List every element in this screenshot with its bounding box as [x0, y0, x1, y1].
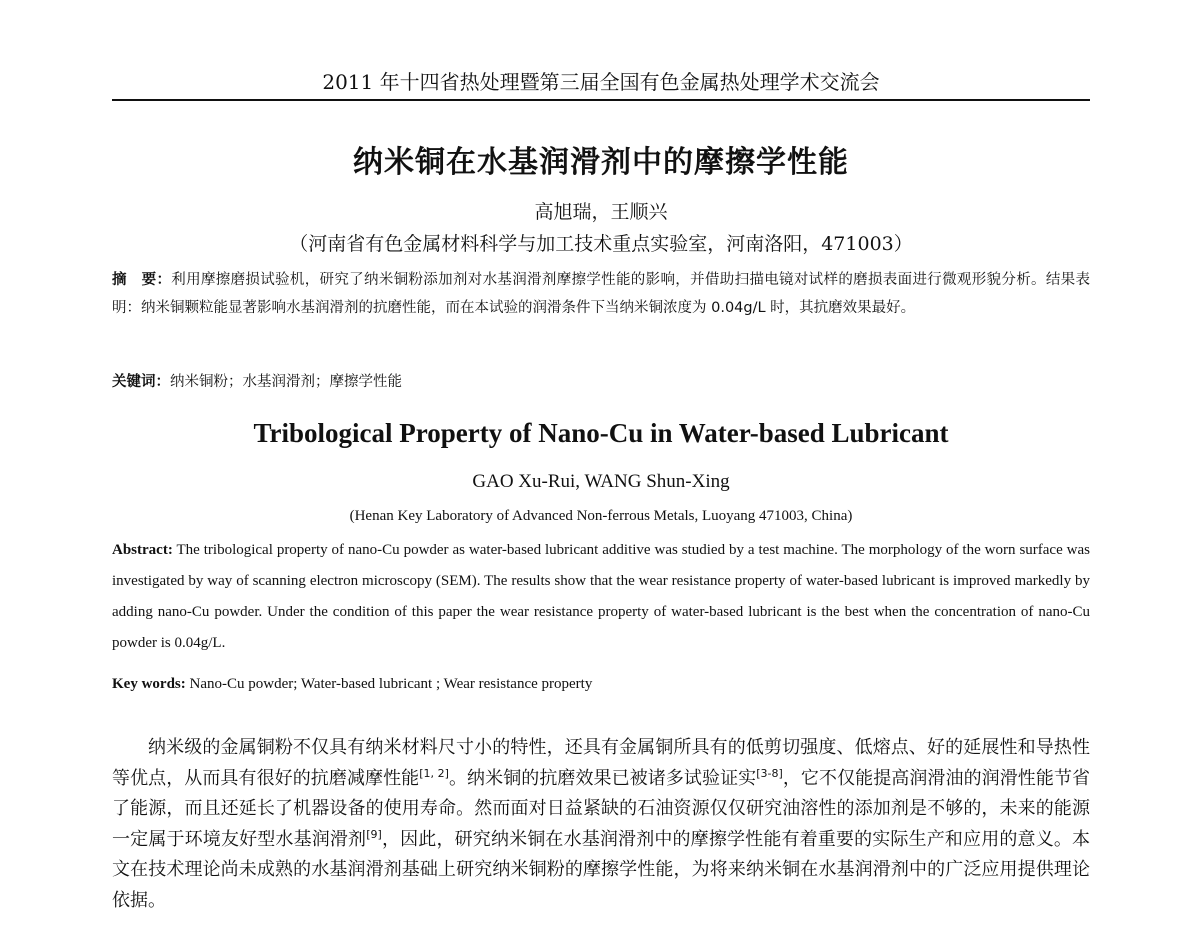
- english-abstract-text: The tribological property of nano-Cu powder as water-based lubricant additive was studied by a test machine. The morphology of the worn surface was investigated by way of scanning electron microscopy (SEM). The results show that the wear resistance property of water-based lubricant is improved markedly by adding nano-Cu powder. Under the condition of this paper the wear resistance property of water-based lubricant is the best when the concentration of nano-Cu powder is 0.04g/L.: [112, 542, 1090, 651]
- body-text-segment: 。纳米铜的抗磨效果已被诸多试验证实: [448, 767, 757, 789]
- chinese-keywords-label: 关键词：: [112, 374, 170, 390]
- english-keywords-text: Nano-Cu powder; Water-based lubricant ; Wear resistance property: [185, 676, 593, 692]
- conference-header: 2011 年十四省热处理暨第三届全国有色金属热处理学术交流会: [322, 70, 880, 94]
- chinese-authors: 高旭瑞，王顺兴: [534, 201, 668, 223]
- chinese-title: 纳米铜在水基润滑剂中的摩擦学性能: [353, 145, 849, 180]
- chinese-keywords: [112, 370, 1090, 394]
- body-text-segment: 纳米级的金属铜粉不仅具有纳米材料尺寸小的特性，还具有金属铜所具有的低剪切强度、低熔点、好的延展性和导热性等优点，从而具有很好的抗磨减摩性能: [112, 737, 1090, 789]
- english-keywords-label: Key words:: [112, 676, 186, 692]
- chinese-affiliation: （河南省有色金属材料科学与加工技术重点实验室，河南洛阳，471003）: [289, 233, 913, 255]
- citation-ref: [9]: [366, 827, 382, 841]
- chinese-abstract: [112, 266, 1090, 322]
- english-authors: GAO Xu-Rui, WANG Shun-Xing: [472, 471, 730, 492]
- body-text-segment: ，它不仅能提高润滑油的润滑性能节省了能源，而且还延长了机器设备的使用寿命。然而面对日益紧缺的石油资源仅仅研究油溶性的添加剂是不够的，未来的能源一定属于环境友好型水基润滑剂: [112, 767, 1091, 850]
- english-keywords: [112, 671, 1090, 697]
- body-paragraph: [112, 733, 1090, 916]
- english-abstract: [112, 535, 1090, 659]
- chinese-keywords-text: 纳米铜粉；水基润滑剂；摩擦学性能: [170, 374, 402, 390]
- chinese-abstract-text: 利用摩擦磨损试验机，研究了纳米铜粉添加剂对水基润滑剂摩擦学性能的影响，并借助扫描电镜对试样的磨损表面进行微观形貌分析。结果表明：纳米铜颗粒能显著影响水基润滑剂的抗磨性能，而在本试验的润滑条件下当纳米铜浓度为 0.04g/L 时，其抗磨效果最好。: [112, 272, 1090, 316]
- body-text-segment: ，因此，研究纳米铜在水基润滑剂中的摩擦学性能有着重要的实际生产和应用的意义。本文在技术理论尚未成熟的水基润滑剂基础上研究纳米铜粉的摩擦学性能，为将来纳米铜在水基润滑剂中的广泛应用提供理论依据。: [112, 828, 1091, 911]
- chinese-abstract-label: 摘 要：: [112, 272, 172, 288]
- header-rule: [112, 99, 1090, 101]
- english-title: Tribological Property of Nano-Cu in Water-based Lubricant: [253, 418, 949, 448]
- citation-ref: [1, 2]: [419, 766, 449, 780]
- citation-ref: [3-8]: [756, 766, 783, 780]
- english-abstract-label: Abstract:: [112, 542, 173, 558]
- english-affiliation: (Henan Key Laboratory of Advanced Non-ferrous Metals, Luoyang 471003, China): [349, 508, 853, 524]
